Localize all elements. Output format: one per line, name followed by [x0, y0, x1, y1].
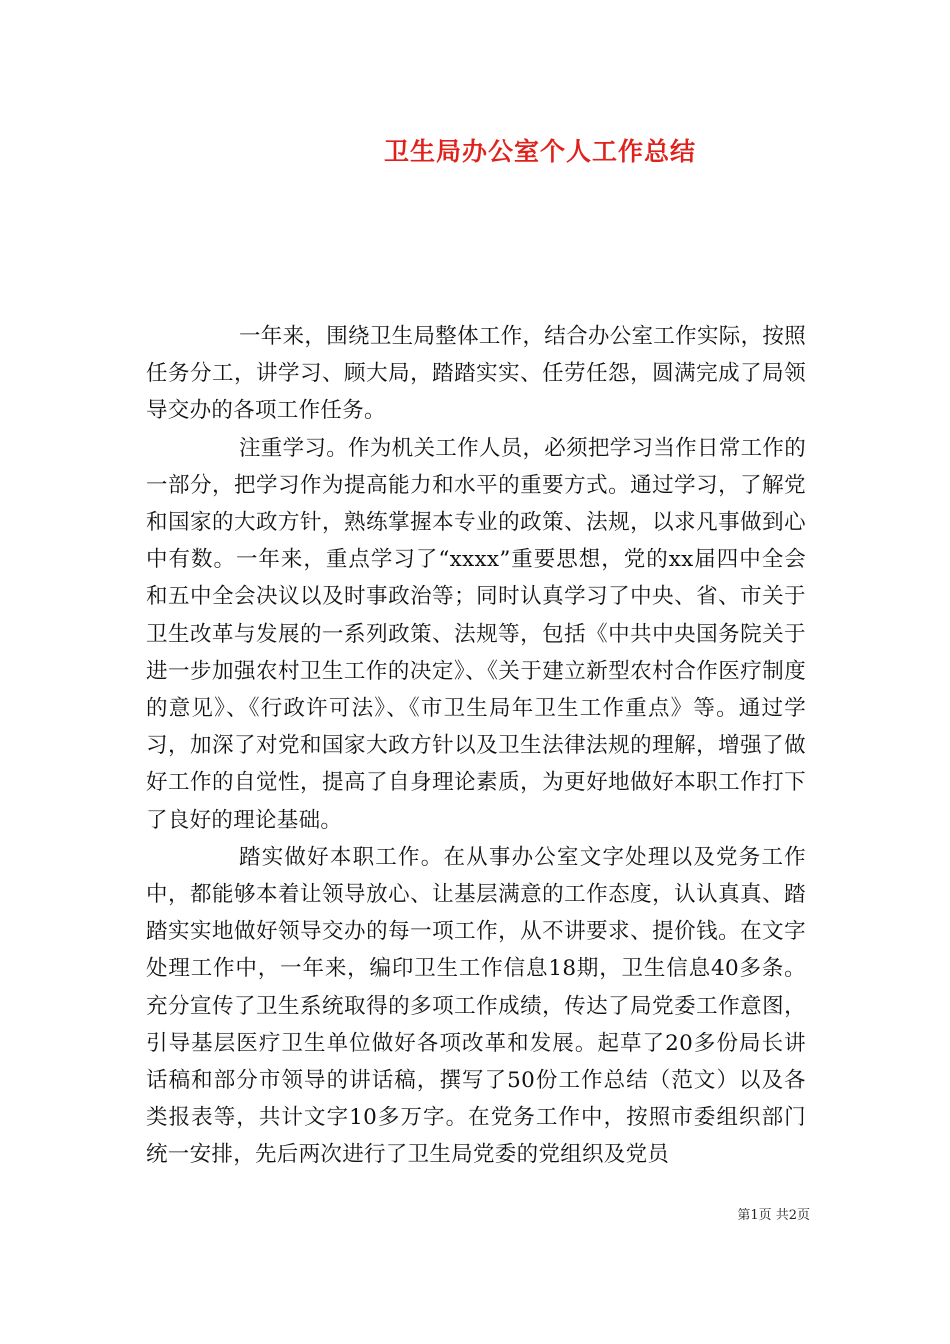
paragraph-intro: 一年来，围绕卫生局整体工作，结合办公室工作实际，按照任务分工，讲学习、顾大局，踏踏实实、任劳任怨，圆满完成了局领导交办的各项工作任务。: [146, 324, 806, 424]
page-number-footer: 第1页 共2页: [737, 1208, 810, 1223]
document-body: [146, 318, 806, 1174]
document-title: 卫生局办公室个人工作总结: [383, 137, 696, 166]
paragraph-duties: 踏实做好本职工作。在从事办公室文字处理以及党务工作中，都能够本着让领导放心、让基层满意的工作态度，认认真真、踏踏实实地做好领导交办的每一项工作，从不讲要求、提价钱。在文字处理工作中，一年来，编印卫生工作信息18期，卫生信息40多条。充分宣传了卫生系统取得的多项工作成绩，传达了局党委工作意图，引导基层医疗卫生单位做好各项改革和发展。起草了20多份局长讲话稿和部分市领导的讲话稿，撰写了50份工作总结（范文）以及各类报表等，共计文字10多万字。在党务工作中，按照市委组织部门统一安排，先后两次进行了卫生局党委的党组织及党员: [146, 844, 806, 1168]
paragraph-study: 注重学习。作为机关工作人员，必须把学习当作日常工作的一部分，把学习作为提高能力和水平的重要方式。通过学习，了解党和国家的大政方针，熟练掌握本专业的政策、法规，以求凡事做到心中有数。一年来，重点学习了“xxxx”重要思想，党的xx届四中全会和五中全会决议以及时事政治等；同时认真学习了中央、省、市关于卫生改革与发展的一系列政策、法规等，包括《中共中央国务院关于进一步加强农村卫生工作的决定》、《关于建立新型农村合作医疗制度的意见》、《行政许可法》、《市卫生局年卫生工作重点》等。通过学习，加深了对党和国家大政方针以及卫生法律法规的理解，增强了做好工作的自觉性，提高了自身理论素质，为更好地做好本职工作打下了良好的理论基础。: [146, 435, 806, 833]
